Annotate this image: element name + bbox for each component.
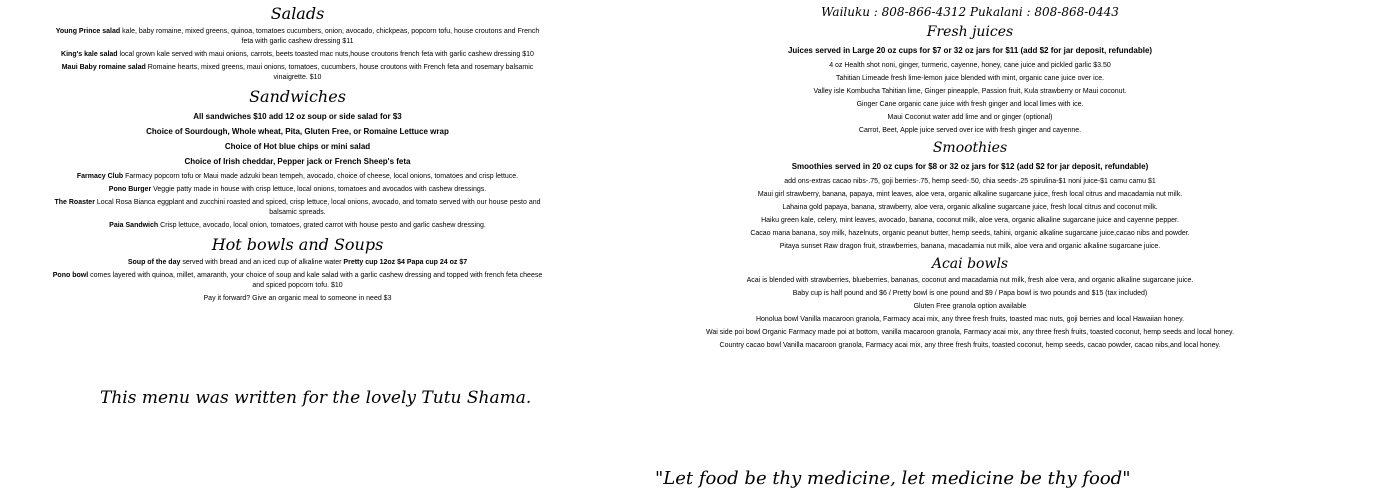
item-desc: kale, baby romaine, mixed greens, quinoa, tomatoes cucumbers, onion, avocado, chickpeas, popcorn tofu, house croutons and French feta with garlic cashew dressing bbox=[122, 28, 540, 45]
left-column bbox=[50, 0, 545, 307]
acai-sizes: Baby cup is half pound and $6 / Pretty bowl is one pound and $9 / Papa bowl is two pounds and $15 (tax included) bbox=[792, 290, 1148, 297]
item-desc: Veggie patty made in house with crisp lettuce, local onions, tomatoes and avocados with cashew dressings. bbox=[153, 186, 487, 193]
item-price: $10 bbox=[330, 282, 343, 289]
smoothie-info: Smoothies served in 20 oz cups for $8 or 32 oz jars for $12 (add $2 for jar deposit, refundable) bbox=[791, 162, 1149, 171]
item-name: Soup of the day bbox=[127, 259, 181, 266]
juice-item: Tahitian Limeade fresh lime-lemon juice blended with mint, organic cane juice over ice. bbox=[835, 75, 1105, 82]
item-name: Farmacy Club bbox=[76, 173, 124, 180]
juice-item: Ginger Cane organic cane juice with fresh ginger and local limes with ice. bbox=[856, 101, 1084, 108]
juice-item: Maui Coconut water add lime and or ginger (optional) bbox=[887, 114, 1053, 121]
salad-item bbox=[50, 63, 545, 83]
pay-it-forward: Pay it forward? Give an organic meal to someone in need $3 bbox=[203, 295, 392, 302]
item-desc: Romaine hearts, mixed greens, maui onions, tomatoes, cucumbers, house croutons with French feta and rosemary balsamic vinaigrette. bbox=[147, 64, 534, 81]
acai-item: Country cacao bowl Vanilla macaroon granola, Farmacy acai mix, any three fresh fruits, toasted coconut, hemp seeds, cacao powder, cacao nibs,and local honey. bbox=[719, 342, 1221, 349]
smoothie-addons: add ons-extras cacao nibs-.75, goji berries-.75, hemp seed-.50, chia seeds-.25 spirulina-$1 noni juice-$1 camu camu $1 bbox=[784, 178, 1156, 185]
juices-heading: Fresh juices bbox=[926, 24, 1014, 40]
sandwiches-heading: Sandwiches bbox=[249, 87, 346, 106]
item-desc: Local Rosa Bianca eggplant and zucchini roasted and spiced, crisp lettuce, local onions, avocado, and tomato served with our house pesto and balsamic spreads. bbox=[96, 199, 541, 216]
soup-item bbox=[50, 258, 545, 268]
item-name: Pono Burger bbox=[108, 186, 152, 193]
acai-heading: Acai bowls bbox=[931, 256, 1009, 272]
item-desc: Crisp lettuce, avocado, local onion, tomatoes, grated carrot with house pesto and garlic cashew dressing. bbox=[160, 222, 486, 229]
item-name: Pono bowl bbox=[52, 272, 89, 279]
sandwich-item bbox=[50, 172, 545, 182]
juice-item: 4 oz Health shot noni, ginger, turmeric, cayenne, honey, cane juice and pickled garlic $3.50 bbox=[829, 62, 1111, 69]
item-desc: comes layered with quinoa, millet, amaranth, your choice of soup and kale salad with a garlic cashew dressing and topped with french feta cheese and spiced popcorn tofu. bbox=[90, 272, 543, 289]
item-price: $10 bbox=[309, 74, 322, 81]
acai-item: Wai side poi bowl Organic Farmacy made poi at bottom, vanilla macaroon granola, Farmacy acai mix, any three fresh fruits, toasted coconut, hemp seeds and local honey. bbox=[706, 329, 1234, 336]
item-desc: Farmacy popcorn tofu or Maui made adzuki bean tempeh, avocado, choice of cheese, local onions, tomatoes and crisp lettuce. bbox=[125, 173, 519, 180]
juice-info: Juices served in Large 20 oz cups for $7 or 32 oz jars for $11 (add $2 for jar deposit, refundable) bbox=[787, 46, 1153, 55]
sandwich-item bbox=[50, 185, 545, 195]
salad-item bbox=[50, 50, 545, 60]
juice-item: Carrot, Beet, Apple juice served over ice with fresh ginger and cayenne. bbox=[858, 127, 1082, 134]
sandwich-item bbox=[50, 198, 545, 218]
smoothie-item: Haiku green kale, celery, mint leaves, avocado, banana, coconut milk, aloe vera, organic alkaline sugarcane juice and cayenne pepper. bbox=[761, 217, 1179, 224]
acai-granola: Gluten Free granola option available bbox=[913, 303, 1027, 310]
sandwich-info: All sandwiches $10 add 12 oz soup or side salad for $3 bbox=[193, 112, 402, 121]
acai-item: Honolua bowl Vanilla macaroon granola, Farmacy acai mix, any three fresh fruits, toasted mac nuts, goji berries and local Hawaiian honey. bbox=[755, 316, 1185, 323]
item-name: Young Prince salad bbox=[55, 28, 121, 35]
sandwich-info: Choice of Hot blue chips or mini salad bbox=[224, 142, 371, 151]
item-price: $10 bbox=[522, 51, 534, 58]
acai-info: Acai is blended with strawberries, blueberries, bananas, coconut and macadamia nut milk, fresh aloe vera, and organic alkaline sugarcane juice. bbox=[746, 277, 1194, 284]
soup-item bbox=[50, 271, 545, 291]
smoothie-item: Pitaya sunset Raw dragon fruit, strawberries, banana, macadamia nut milk, aloe vera and organic alkaline sugarcane juice. bbox=[779, 243, 1161, 250]
right-column bbox=[590, 0, 1350, 354]
item-price: Pretty cup 12oz $4 Papa cup 24 oz $7 bbox=[343, 259, 468, 266]
smoothie-item: Maui girl strawberry, banana, papaya, mint leaves, aloe vera, organic alkaline sugarcane juice, fresh local citrus and macadamia nut milk. bbox=[757, 191, 1183, 198]
soups-heading: Hot bowls and Soups bbox=[211, 235, 384, 254]
item-price: $11 bbox=[342, 38, 354, 45]
salad-item bbox=[50, 27, 545, 47]
smoothie-item: Lahaina gold papaya, banana, strawberry, aloe vera, organic alkaline sugarcane juice, fresh local citrus and coconut milk. bbox=[782, 204, 1158, 211]
item-name: Paia Sandwich bbox=[109, 222, 159, 229]
sandwich-item bbox=[50, 221, 545, 231]
sandwich-info: Choice of Sourdough, Whole wheat, Pita, Gluten Free, or Romaine Lettuce wrap bbox=[146, 127, 449, 136]
phone-numbers: Wailuku : 808-866-4312 Pukalani : 808-868-0443 bbox=[821, 5, 1119, 19]
signature-note: This menu was written for the lovely Tutu Shama. bbox=[100, 388, 532, 408]
sandwich-info: Choice of Irish cheddar, Pepper jack or French Sheep's feta bbox=[184, 157, 411, 166]
juice-item: Valley isle Kombucha Tahitian lime, Ginger pineapple, Passion fruit, Kula strawberry or Maui coconut. bbox=[813, 88, 1127, 95]
smoothie-item: Cacao mana banana, soy milk, hazelnuts, organic peanut butter, hemp seeds, tahini, organic alkaline sugarcane juice,cacao nibs and powder. bbox=[750, 230, 1190, 237]
smoothies-heading: Smoothies bbox=[932, 140, 1008, 156]
salads-heading: Salads bbox=[270, 4, 325, 23]
quote: "Let food be thy medicine, let medicine be thy food" bbox=[655, 468, 1131, 489]
item-desc: local grown kale served with maui onions, carrots, beets toasted mac nuts,house croutons french feta with garlic cashew dressing bbox=[119, 51, 521, 58]
item-name: The Roaster bbox=[54, 199, 95, 206]
item-desc: served with bread and an iced cup of alkaline water bbox=[182, 259, 342, 266]
item-name: Maui Baby romaine salad bbox=[61, 64, 146, 71]
item-name: King's kale salad bbox=[61, 51, 118, 58]
